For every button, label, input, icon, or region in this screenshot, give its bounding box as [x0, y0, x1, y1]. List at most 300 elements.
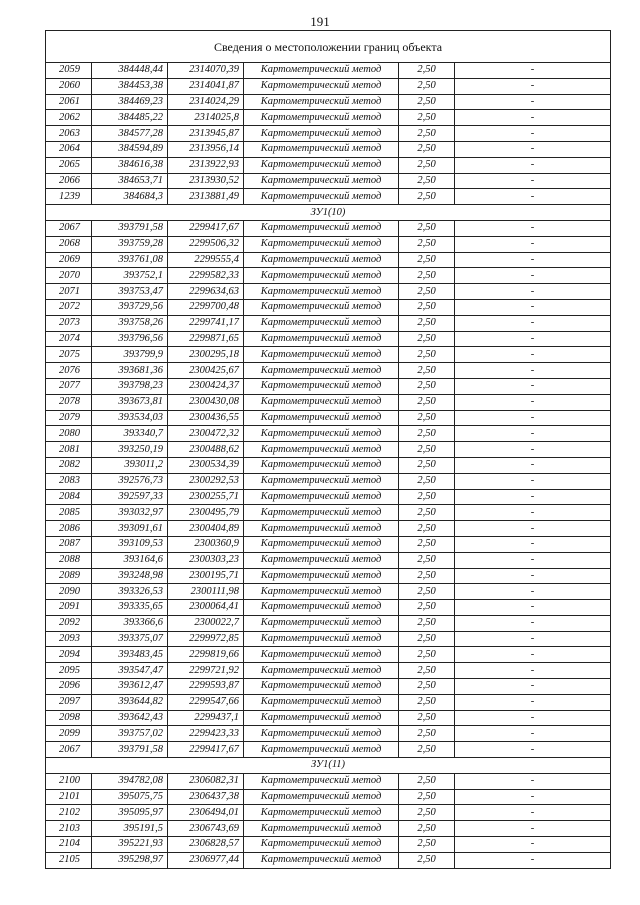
table-row	[46, 710, 611, 726]
coord-y-cell: 2300111,98	[168, 584, 244, 600]
coord-y-cell: 2300404,89	[168, 521, 244, 537]
method-cell: Картометрический метод	[244, 378, 399, 394]
description-cell: -	[455, 157, 611, 173]
description-cell: -	[455, 837, 611, 853]
point-number-cell: 2070	[46, 268, 92, 284]
coord-x-cell: 393375,07	[92, 631, 168, 647]
accuracy-cell: 2,50	[399, 315, 455, 331]
method-cell: Картометрический метод	[244, 710, 399, 726]
coord-y-cell: 2314025,8	[168, 110, 244, 126]
method-cell: Картометрический метод	[244, 473, 399, 489]
accuracy-cell: 2,50	[399, 505, 455, 521]
coord-x-cell: 393091,61	[92, 521, 168, 537]
method-cell: Картометрический метод	[244, 252, 399, 268]
coord-x-cell: 393796,56	[92, 331, 168, 347]
method-cell: Картометрический метод	[244, 852, 399, 868]
table-title: Сведения о местоположении границ объекта	[46, 31, 611, 63]
method-cell: Картометрический метод	[244, 773, 399, 789]
coord-x-cell: 384616,38	[92, 157, 168, 173]
coord-y-cell: 2299417,67	[168, 220, 244, 236]
description-cell: -	[455, 378, 611, 394]
coord-x-cell: 393326,53	[92, 584, 168, 600]
point-number-cell: 2102	[46, 805, 92, 821]
coord-y-cell: 2299437,1	[168, 710, 244, 726]
accuracy-cell: 2,50	[399, 473, 455, 489]
point-number-cell: 2098	[46, 710, 92, 726]
coord-x-cell: 393729,56	[92, 299, 168, 315]
table-row	[46, 347, 611, 363]
point-number-cell: 2092	[46, 615, 92, 631]
table-row	[46, 773, 611, 789]
table-row	[46, 236, 611, 252]
coord-y-cell: 2313922,93	[168, 157, 244, 173]
point-number-cell: 2071	[46, 284, 92, 300]
coord-x-cell: 393753,47	[92, 284, 168, 300]
coord-y-cell: 2299423,33	[168, 726, 244, 742]
table-row	[46, 521, 611, 537]
table-row	[46, 584, 611, 600]
coord-y-cell: 2314041,87	[168, 78, 244, 94]
coord-y-cell: 2313881,49	[168, 189, 244, 205]
description-cell: -	[455, 426, 611, 442]
coord-y-cell: 2299593,87	[168, 679, 244, 695]
method-cell: Картометрический метод	[244, 78, 399, 94]
description-cell: -	[455, 299, 611, 315]
coord-y-cell: 2300064,41	[168, 600, 244, 616]
coord-y-cell: 2300292,53	[168, 473, 244, 489]
accuracy-cell: 2,50	[399, 726, 455, 742]
coord-x-cell: 393642,43	[92, 710, 168, 726]
point-number-cell: 2067	[46, 742, 92, 758]
description-cell: -	[455, 189, 611, 205]
point-number-cell: 2097	[46, 694, 92, 710]
accuracy-cell: 2,50	[399, 331, 455, 347]
table-row	[46, 805, 611, 821]
point-number-cell: 2077	[46, 378, 92, 394]
point-number-cell: 2093	[46, 631, 92, 647]
point-number-cell: 2084	[46, 489, 92, 505]
method-cell: Картометрический метод	[244, 426, 399, 442]
accuracy-cell: 2,50	[399, 299, 455, 315]
description-cell: -	[455, 141, 611, 157]
description-cell: -	[455, 331, 611, 347]
accuracy-cell: 2,50	[399, 837, 455, 853]
description-cell: -	[455, 394, 611, 410]
coord-y-cell: 2300472,32	[168, 426, 244, 442]
accuracy-cell: 2,50	[399, 442, 455, 458]
accuracy-cell: 2,50	[399, 773, 455, 789]
description-cell: -	[455, 78, 611, 94]
point-number-cell: 2096	[46, 679, 92, 695]
accuracy-cell: 2,50	[399, 679, 455, 695]
coord-x-cell: 393799,9	[92, 347, 168, 363]
method-cell: Картометрический метод	[244, 521, 399, 537]
coord-y-cell: 2300295,18	[168, 347, 244, 363]
coord-y-cell: 2314024,29	[168, 94, 244, 110]
description-cell: -	[455, 742, 611, 758]
description-cell: -	[455, 489, 611, 505]
method-cell: Картометрический метод	[244, 347, 399, 363]
point-number-cell: 2087	[46, 536, 92, 552]
method-cell: Картометрический метод	[244, 568, 399, 584]
coord-y-cell: 2313930,52	[168, 173, 244, 189]
point-number-cell: 2081	[46, 442, 92, 458]
table-row	[46, 647, 611, 663]
table-row	[46, 315, 611, 331]
method-cell: Картометрический метод	[244, 220, 399, 236]
coord-y-cell: 2300022,7	[168, 615, 244, 631]
description-cell: -	[455, 410, 611, 426]
coord-x-cell: 395191,5	[92, 821, 168, 837]
coord-x-cell: 384594,89	[92, 141, 168, 157]
coord-x-cell: 384448,44	[92, 63, 168, 79]
coord-x-cell: 393681,36	[92, 363, 168, 379]
table-row	[46, 331, 611, 347]
coord-x-cell: 384453,38	[92, 78, 168, 94]
coord-x-cell: 393534,03	[92, 410, 168, 426]
description-cell: -	[455, 284, 611, 300]
description-cell: -	[455, 726, 611, 742]
accuracy-cell: 2,50	[399, 457, 455, 473]
coord-x-cell: 384469,23	[92, 94, 168, 110]
accuracy-cell: 2,50	[399, 110, 455, 126]
point-number-cell: 2074	[46, 331, 92, 347]
accuracy-cell: 2,50	[399, 600, 455, 616]
description-cell: -	[455, 94, 611, 110]
accuracy-cell: 2,50	[399, 126, 455, 142]
coord-y-cell: 2300534,39	[168, 457, 244, 473]
table-row	[46, 473, 611, 489]
accuracy-cell: 2,50	[399, 284, 455, 300]
description-cell: -	[455, 473, 611, 489]
point-number-cell: 1239	[46, 189, 92, 205]
accuracy-cell: 2,50	[399, 631, 455, 647]
coord-x-cell: 393250,19	[92, 442, 168, 458]
method-cell: Картометрический метод	[244, 268, 399, 284]
point-number-cell: 2067	[46, 220, 92, 236]
method-cell: Картометрический метод	[244, 394, 399, 410]
table-row	[46, 694, 611, 710]
point-number-cell: 2101	[46, 789, 92, 805]
accuracy-cell: 2,50	[399, 821, 455, 837]
table-row	[46, 284, 611, 300]
accuracy-cell: 2,50	[399, 805, 455, 821]
coord-x-cell: 393757,02	[92, 726, 168, 742]
coord-x-cell: 393761,08	[92, 252, 168, 268]
accuracy-cell: 2,50	[399, 410, 455, 426]
point-number-cell: 2059	[46, 63, 92, 79]
coord-x-cell: 393644,82	[92, 694, 168, 710]
description-cell: -	[455, 773, 611, 789]
coord-y-cell: 2306743,69	[168, 821, 244, 837]
accuracy-cell: 2,50	[399, 347, 455, 363]
accuracy-cell: 2,50	[399, 663, 455, 679]
table-row	[46, 126, 611, 142]
description-cell: -	[455, 347, 611, 363]
accuracy-cell: 2,50	[399, 584, 455, 600]
accuracy-cell: 2,50	[399, 568, 455, 584]
method-cell: Картометрический метод	[244, 726, 399, 742]
coord-x-cell: 393335,65	[92, 600, 168, 616]
accuracy-cell: 2,50	[399, 536, 455, 552]
accuracy-cell: 2,50	[399, 220, 455, 236]
coord-x-cell: 393612,47	[92, 679, 168, 695]
method-cell: Картометрический метод	[244, 600, 399, 616]
description-cell: -	[455, 220, 611, 236]
table-row	[46, 78, 611, 94]
description-cell: -	[455, 647, 611, 663]
method-cell: Картометрический метод	[244, 505, 399, 521]
description-cell: -	[455, 457, 611, 473]
coord-x-cell: 393798,23	[92, 378, 168, 394]
coord-y-cell: 2300495,79	[168, 505, 244, 521]
description-cell: -	[455, 110, 611, 126]
method-cell: Картометрический метод	[244, 679, 399, 695]
description-cell: -	[455, 505, 611, 521]
method-cell: Картометрический метод	[244, 805, 399, 821]
coord-y-cell: 2300255,71	[168, 489, 244, 505]
point-number-cell: 2083	[46, 473, 92, 489]
description-cell: -	[455, 600, 611, 616]
accuracy-cell: 2,50	[399, 363, 455, 379]
table-row	[46, 442, 611, 458]
coord-x-cell: 395221,93	[92, 837, 168, 853]
method-cell: Картометрический метод	[244, 615, 399, 631]
coord-y-cell: 2300360,9	[168, 536, 244, 552]
point-number-cell: 2080	[46, 426, 92, 442]
table-row	[46, 426, 611, 442]
coord-y-cell: 2300303,23	[168, 552, 244, 568]
table-row	[46, 789, 611, 805]
coord-y-cell: 2306977,44	[168, 852, 244, 868]
description-cell: -	[455, 536, 611, 552]
table-row	[46, 600, 611, 616]
point-number-cell: 2062	[46, 110, 92, 126]
coord-y-cell: 2300424,37	[168, 378, 244, 394]
method-cell: Картометрический метод	[244, 837, 399, 853]
accuracy-cell: 2,50	[399, 236, 455, 252]
coord-y-cell: 2306082,31	[168, 773, 244, 789]
description-cell: -	[455, 552, 611, 568]
point-number-cell: 2086	[46, 521, 92, 537]
method-cell: Картометрический метод	[244, 189, 399, 205]
table-row	[46, 363, 611, 379]
coord-y-cell: 2299972,85	[168, 631, 244, 647]
coord-x-cell: 393547,47	[92, 663, 168, 679]
point-number-cell: 2061	[46, 94, 92, 110]
coord-x-cell: 393791,58	[92, 742, 168, 758]
method-cell: Картометрический метод	[244, 647, 399, 663]
method-cell: Картометрический метод	[244, 284, 399, 300]
coord-y-cell: 2299547,66	[168, 694, 244, 710]
description-cell: -	[455, 568, 611, 584]
table-row	[46, 141, 611, 157]
table-row	[46, 615, 611, 631]
section-header-row	[46, 758, 611, 774]
accuracy-cell: 2,50	[399, 852, 455, 868]
point-number-cell: 2099	[46, 726, 92, 742]
method-cell: Картометрический метод	[244, 821, 399, 837]
accuracy-cell: 2,50	[399, 647, 455, 663]
table-row	[46, 552, 611, 568]
coord-y-cell: 2300436,55	[168, 410, 244, 426]
page-number: 191	[310, 14, 330, 29]
table-row	[46, 568, 611, 584]
table-row	[46, 489, 611, 505]
point-number-cell: 2066	[46, 173, 92, 189]
description-cell: -	[455, 852, 611, 868]
accuracy-cell: 2,50	[399, 189, 455, 205]
description-cell: -	[455, 63, 611, 79]
point-number-cell: 2068	[46, 236, 92, 252]
coord-x-cell: 384684,3	[92, 189, 168, 205]
coord-x-cell: 393673,81	[92, 394, 168, 410]
coord-y-cell: 2300488,62	[168, 442, 244, 458]
accuracy-cell: 2,50	[399, 157, 455, 173]
table-row	[46, 110, 611, 126]
coord-x-cell: 393109,53	[92, 536, 168, 552]
point-number-cell: 2090	[46, 584, 92, 600]
method-cell: Картометрический метод	[244, 536, 399, 552]
table-row	[46, 189, 611, 205]
table-row	[46, 663, 611, 679]
coord-y-cell: 2299555,4	[168, 252, 244, 268]
coord-x-cell: 395298,97	[92, 852, 168, 868]
method-cell: Картометрический метод	[244, 315, 399, 331]
section-label: ЗУ1(10)	[46, 205, 611, 221]
table-row	[46, 410, 611, 426]
description-cell: -	[455, 663, 611, 679]
description-cell: -	[455, 126, 611, 142]
table-row	[46, 173, 611, 189]
coord-y-cell: 2300195,71	[168, 568, 244, 584]
table-row	[46, 742, 611, 758]
coord-y-cell: 2314070,39	[168, 63, 244, 79]
description-cell: -	[455, 236, 611, 252]
point-number-cell: 2072	[46, 299, 92, 315]
coord-x-cell: 393032,97	[92, 505, 168, 521]
accuracy-cell: 2,50	[399, 141, 455, 157]
coord-x-cell: 384485,22	[92, 110, 168, 126]
coord-x-cell: 384577,28	[92, 126, 168, 142]
point-number-cell: 2076	[46, 363, 92, 379]
description-cell: -	[455, 710, 611, 726]
coord-y-cell: 2299634,63	[168, 284, 244, 300]
boundary-table	[45, 30, 611, 869]
accuracy-cell: 2,50	[399, 615, 455, 631]
coord-x-cell: 393011,2	[92, 457, 168, 473]
method-cell: Картометрический метод	[244, 584, 399, 600]
method-cell: Картометрический метод	[244, 410, 399, 426]
accuracy-cell: 2,50	[399, 742, 455, 758]
coord-x-cell: 393248,98	[92, 568, 168, 584]
method-cell: Картометрический метод	[244, 157, 399, 173]
point-number-cell: 2078	[46, 394, 92, 410]
accuracy-cell: 2,50	[399, 489, 455, 505]
accuracy-cell: 2,50	[399, 710, 455, 726]
table-row	[46, 631, 611, 647]
description-cell: -	[455, 315, 611, 331]
point-number-cell: 2073	[46, 315, 92, 331]
table-row	[46, 299, 611, 315]
method-cell: Картометрический метод	[244, 663, 399, 679]
description-cell: -	[455, 173, 611, 189]
coord-y-cell: 2306494,01	[168, 805, 244, 821]
description-cell: -	[455, 252, 611, 268]
method-cell: Картометрический метод	[244, 331, 399, 347]
accuracy-cell: 2,50	[399, 552, 455, 568]
method-cell: Картометрический метод	[244, 299, 399, 315]
table-row	[46, 505, 611, 521]
table-row	[46, 726, 611, 742]
coord-x-cell: 393759,28	[92, 236, 168, 252]
method-cell: Картометрический метод	[244, 141, 399, 157]
table-row	[46, 536, 611, 552]
coord-x-cell: 393758,26	[92, 315, 168, 331]
coord-y-cell: 2313945,87	[168, 126, 244, 142]
table-row	[46, 457, 611, 473]
coord-y-cell: 2299819,66	[168, 647, 244, 663]
coord-x-cell: 384653,71	[92, 173, 168, 189]
coord-x-cell: 392576,73	[92, 473, 168, 489]
table-row	[46, 63, 611, 79]
point-number-cell: 2075	[46, 347, 92, 363]
point-number-cell: 2064	[46, 141, 92, 157]
coord-y-cell: 2306437,38	[168, 789, 244, 805]
point-number-cell: 2104	[46, 837, 92, 853]
point-number-cell: 2088	[46, 552, 92, 568]
coord-y-cell: 2306828,57	[168, 837, 244, 853]
coord-y-cell: 2313956,14	[168, 141, 244, 157]
accuracy-cell: 2,50	[399, 789, 455, 805]
description-cell: -	[455, 679, 611, 695]
method-cell: Картометрический метод	[244, 742, 399, 758]
coord-x-cell: 393752,1	[92, 268, 168, 284]
coord-x-cell: 393340,7	[92, 426, 168, 442]
point-number-cell: 2094	[46, 647, 92, 663]
coord-y-cell: 2299871,65	[168, 331, 244, 347]
description-cell: -	[455, 805, 611, 821]
description-cell: -	[455, 821, 611, 837]
point-number-cell: 2085	[46, 505, 92, 521]
method-cell: Картометрический метод	[244, 789, 399, 805]
accuracy-cell: 2,50	[399, 394, 455, 410]
accuracy-cell: 2,50	[399, 78, 455, 94]
coord-x-cell: 395075,75	[92, 789, 168, 805]
method-cell: Картометрический метод	[244, 126, 399, 142]
accuracy-cell: 2,50	[399, 521, 455, 537]
method-cell: Картометрический метод	[244, 110, 399, 126]
table-row	[46, 679, 611, 695]
coord-x-cell: 394782,08	[92, 773, 168, 789]
accuracy-cell: 2,50	[399, 694, 455, 710]
point-number-cell: 2063	[46, 126, 92, 142]
coord-y-cell: 2299506,32	[168, 236, 244, 252]
point-number-cell: 2079	[46, 410, 92, 426]
point-number-cell: 2100	[46, 773, 92, 789]
method-cell: Картометрический метод	[244, 457, 399, 473]
coord-x-cell: 393164,6	[92, 552, 168, 568]
description-cell: -	[455, 694, 611, 710]
accuracy-cell: 2,50	[399, 268, 455, 284]
point-number-cell: 2082	[46, 457, 92, 473]
accuracy-cell: 2,50	[399, 378, 455, 394]
method-cell: Картометрический метод	[244, 489, 399, 505]
description-cell: -	[455, 363, 611, 379]
description-cell: -	[455, 584, 611, 600]
description-cell: -	[455, 789, 611, 805]
method-cell: Картометрический метод	[244, 694, 399, 710]
